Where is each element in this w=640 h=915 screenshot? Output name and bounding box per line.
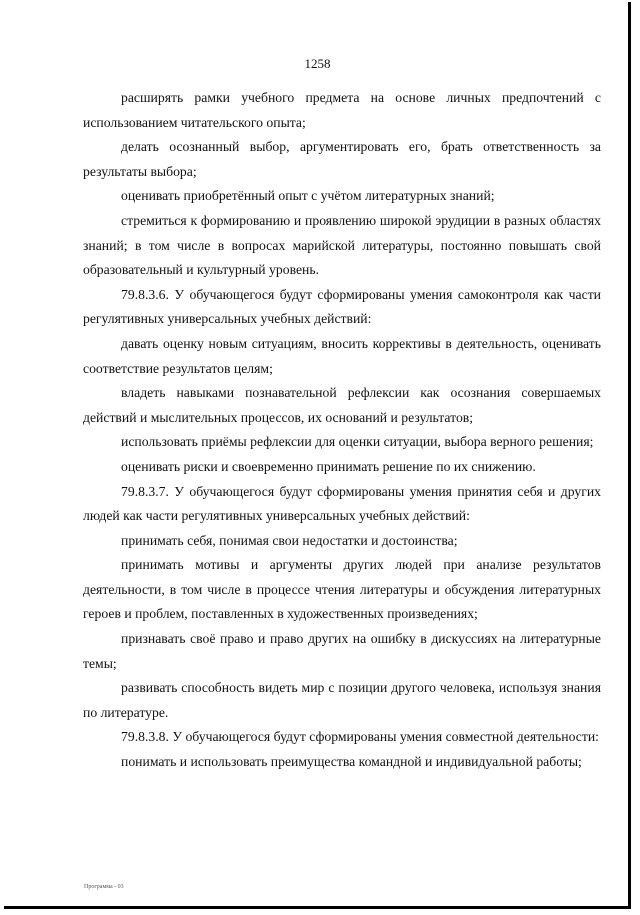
paragraph: использовать приёмы рефлексии для оценки ситуации, выбора верного решения; — [121, 434, 594, 450]
paragraph: принимать себя, понимая свои недостатки и достоинства; — [121, 532, 458, 548]
section-paragraph-79-8-3-8: 79.8.3.8. У обучающегося будут сформированы умения совместной деятельности: — [121, 729, 599, 745]
paragraph: стремиться к формированию и проявлению широкой эрудиции в разных областях знаний; в том числе в вопросах марийской литературы, постоянно повышать свой образовательный и культурный уровень. — [83, 212, 601, 278]
document-body — [83, 86, 601, 775]
paragraph: делать осознанный выбор, аргументировать его, брать ответственность за результаты выбора; — [83, 139, 601, 179]
document-page — [4, 2, 631, 909]
page-number: 1258 — [304, 56, 331, 71]
paragraph: оценивать риски и своевременно принимать решение по их снижению. — [121, 458, 536, 474]
paragraph: владеть навыками познавательной рефлексии как осознания совершаемых действий и мыслительных процессов, их оснований и результатов; — [83, 385, 601, 425]
paragraph: расширять рамки учебного предмета на основе личных предпочтений с использованием читательского опыта; — [83, 90, 601, 130]
paragraph: принимать мотивы и аргументы других людей при анализе результатов деятельности, в том числе в процессе чтения литературы и обсуждения литературных героев и проблем, поставленных в художественных произведениях; — [83, 557, 601, 622]
section-paragraph-79-8-3-6: 79.8.3.6. У обучающегося будут сформированы умения самоконтроля как части регулятивных универсальных учебных действий: — [83, 286, 601, 327]
paragraph: развивать способность видеть мир с позиции другого человека, используя знания по литературе. — [83, 680, 601, 720]
section-paragraph-79-8-3-7: 79.8.3.7. У обучающегося будут сформированы умения принятия себя и других людей как части регулятивных универсальных учебных действий: — [83, 483, 601, 524]
footer-note: Программа - 03 — [84, 884, 124, 890]
paragraph: признавать своё право и право других на ошибку в дискуссиях на литературные темы; — [83, 631, 601, 671]
paragraph: давать оценку новым ситуациям, вносить коррективы в деятельность, оценивать соответствие результатов целям; — [83, 335, 601, 376]
paragraph: оценивать приобретённый опыт с учётом литературных знаний; — [121, 188, 495, 204]
paragraph: понимать и использовать преимущества командной и индивидуальной работы; — [121, 754, 582, 770]
